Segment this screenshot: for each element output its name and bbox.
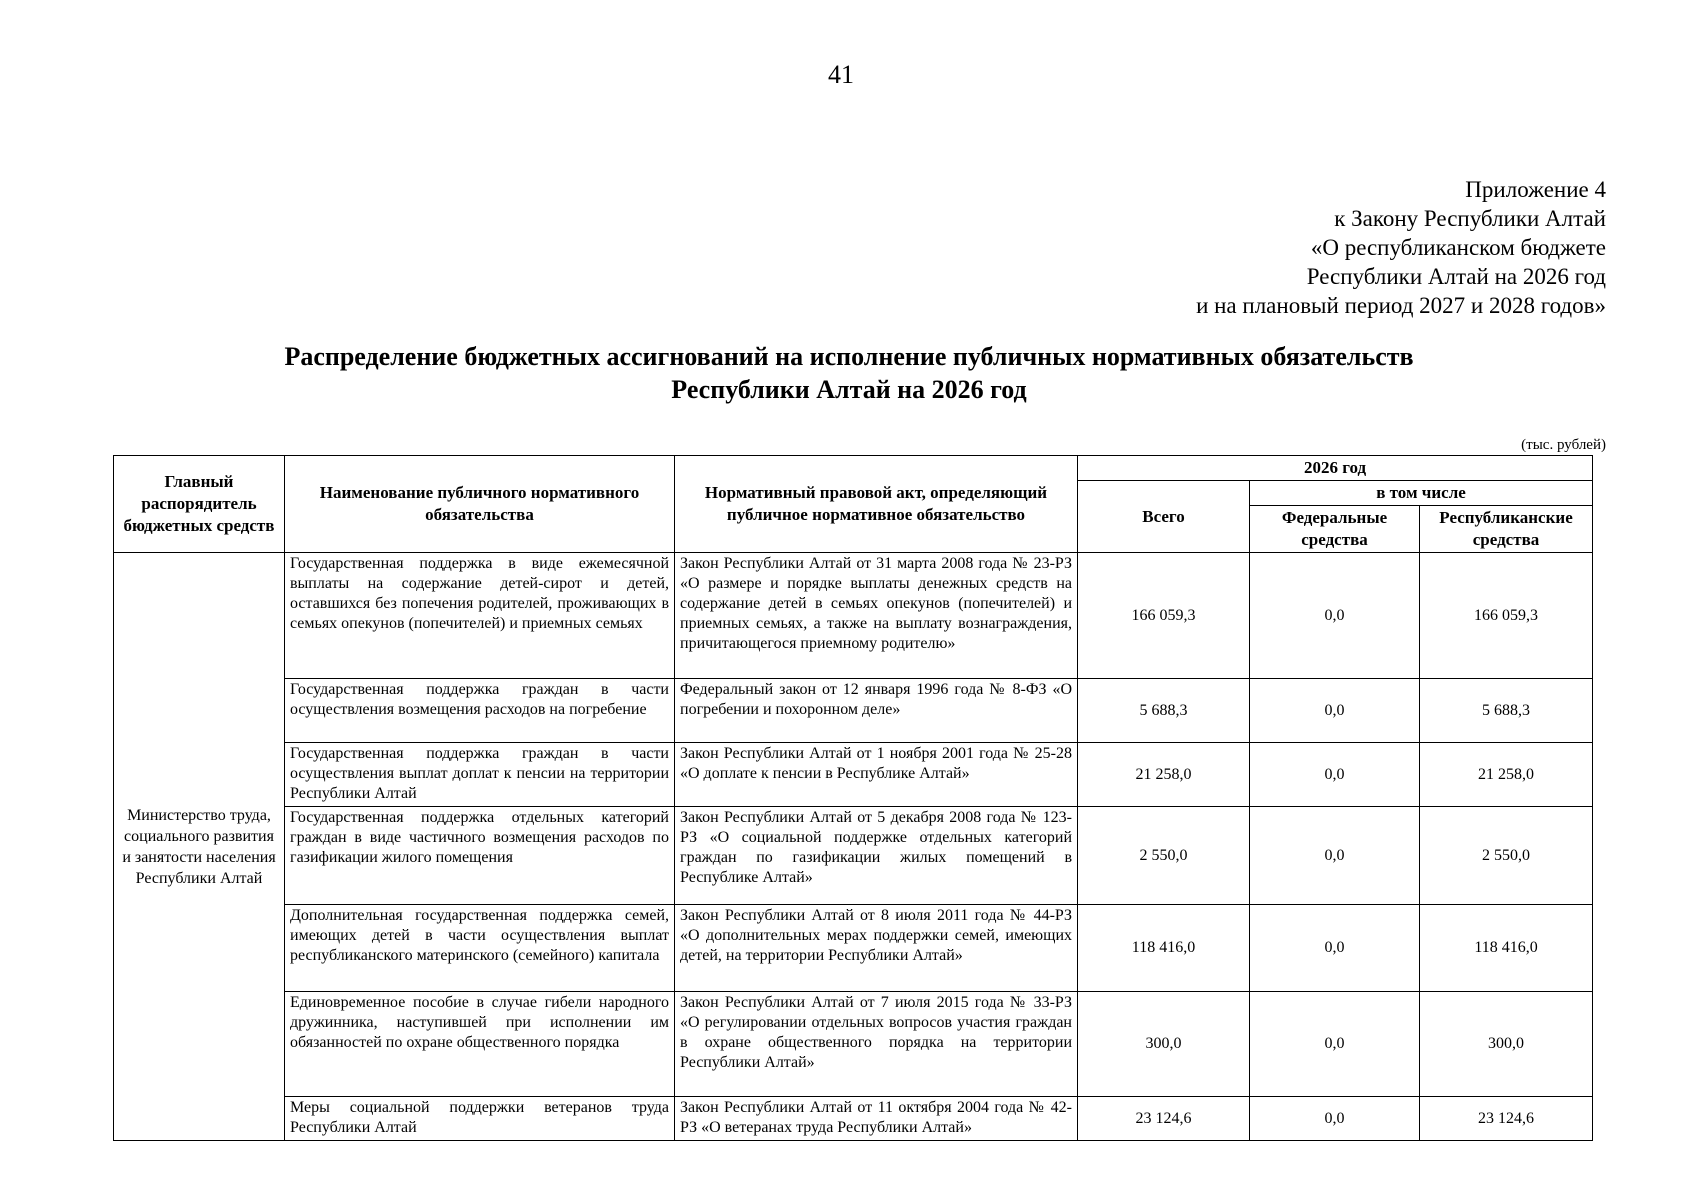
- appendix-line: Приложение 4: [1465, 177, 1606, 202]
- act-cell: Закон Республики Алтай от 11 октября 2004 года № 42-РЗ «О ветеранах труда Республики Алтай»: [675, 1097, 1078, 1141]
- obligation-cell: Меры социальной поддержки ветеранов труда Республики Алтай: [285, 1097, 675, 1141]
- table-row: [114, 807, 1593, 905]
- obligation-cell: Дополнительная государственная поддержка семей, имеющих детей в части осуществления выплат республиканского материнского (семейного) капитала: [285, 905, 675, 992]
- act-cell: Закон Республики Алтай от 1 ноября 2001 года № 25-28 «О доплате к пенсии в Республике Алтай»: [675, 743, 1078, 807]
- appendix-reference: [1196, 175, 1606, 320]
- republic-cell: 300,0: [1420, 992, 1593, 1097]
- federal-cell: 0,0: [1250, 679, 1420, 743]
- page-number: 41: [828, 60, 854, 89]
- header-row: [114, 456, 1593, 481]
- obligation-cell: Государственная поддержка в виде ежемесячной выплаты на содержание детей-сирот и детей, оставшихся без попечения родителей, проживающих в семьях опекунов (попечителей) и приемных семьях: [285, 553, 675, 679]
- republic-cell: 23 124,6: [1420, 1097, 1593, 1141]
- table-row: [114, 992, 1593, 1097]
- header-obligation: Наименование публичного нормативного обязательства: [285, 456, 675, 553]
- org-cell: Министерство труда, социального развития и занятости населения Республики Алтай: [114, 553, 285, 1141]
- header-total: Всего: [1078, 481, 1250, 553]
- republic-cell: 2 550,0: [1420, 807, 1593, 905]
- federal-cell: 0,0: [1250, 905, 1420, 992]
- budget-table: [113, 455, 1593, 1141]
- act-cell: Закон Республики Алтай от 31 марта 2008 года № 23-РЗ «О размере и порядке выплаты денежных средств на содержание детей в семьях опекунов (попечителей) и приемных семьях, а также на выплату вознаграждения, причитающегося приемному родителю»: [675, 553, 1078, 679]
- total-cell: 23 124,6: [1078, 1097, 1250, 1141]
- header-federal: Федеральные средства: [1250, 506, 1420, 553]
- header-act: Нормативный правовой акт, определяющий публичное нормативное обязательство: [675, 456, 1078, 553]
- title-line: Распределение бюджетных ассигнований на исполнение публичных нормативных обязательств: [284, 342, 1414, 371]
- act-cell: Закон Республики Алтай от 5 декабря 2008 года № 123-РЗ «О социальной поддержке отдельных категорий граждан по газификации жилых помещений в Республике Алтай»: [675, 807, 1078, 905]
- header-year: 2026 год: [1078, 456, 1593, 481]
- obligation-cell: Государственная поддержка отдельных категорий граждан в виде частичного возмещения расходов по газификации жилого помещения: [285, 807, 675, 905]
- republic-cell: 166 059,3: [1420, 553, 1593, 679]
- total-cell: 300,0: [1078, 992, 1250, 1097]
- table-row: [114, 679, 1593, 743]
- total-cell: 5 688,3: [1078, 679, 1250, 743]
- federal-cell: 0,0: [1250, 743, 1420, 807]
- obligation-cell: Государственная поддержка граждан в части осуществления выплат доплат к пенсии на территории Республики Алтай: [285, 743, 675, 807]
- appendix-line: и на плановый период 2027 и 2028 годов»: [1196, 293, 1606, 318]
- total-cell: 166 059,3: [1078, 553, 1250, 679]
- federal-cell: 0,0: [1250, 1097, 1420, 1141]
- table-row: [114, 553, 1593, 679]
- table-row: [114, 743, 1593, 807]
- table-row: [114, 905, 1593, 992]
- act-cell: Федеральный закон от 12 января 1996 года № 8-ФЗ «О погребении и похоронном деле»: [675, 679, 1078, 743]
- total-cell: 118 416,0: [1078, 905, 1250, 992]
- obligation-cell: Государственная поддержка граждан в части осуществления возмещения расходов на погребение: [285, 679, 675, 743]
- total-cell: 21 258,0: [1078, 743, 1250, 807]
- document-title: [0, 340, 1698, 406]
- header-org: Главный распорядитель бюджетных средств: [114, 456, 285, 553]
- federal-cell: 0,0: [1250, 992, 1420, 1097]
- title-line: Республики Алтай на 2026 год: [671, 375, 1027, 404]
- obligation-cell: Единовременное пособие в случае гибели народного дружинника, наступившей при исполнении им обязанностей по охране общественного порядка: [285, 992, 675, 1097]
- act-cell: Закон Республики Алтай от 7 июля 2015 года № 33-РЗ «О регулировании отдельных вопросов участия граждан в охране общественного порядка на территории Республики Алтай»: [675, 992, 1078, 1097]
- republic-cell: 5 688,3: [1420, 679, 1593, 743]
- federal-cell: 0,0: [1250, 807, 1420, 905]
- header-including: в том числе: [1250, 481, 1593, 506]
- units-note: (тыс. рублей): [1521, 437, 1606, 453]
- header-republic: Республиканские средства: [1420, 506, 1593, 553]
- federal-cell: 0,0: [1250, 553, 1420, 679]
- republic-cell: 21 258,0: [1420, 743, 1593, 807]
- appendix-line: «О республиканском бюджете: [1310, 235, 1606, 260]
- appendix-line: Республики Алтай на 2026 год: [1306, 264, 1606, 289]
- appendix-line: к Закону Республики Алтай: [1334, 206, 1606, 231]
- republic-cell: 118 416,0: [1420, 905, 1593, 992]
- table-row: [114, 1097, 1593, 1141]
- total-cell: 2 550,0: [1078, 807, 1250, 905]
- act-cell: Закон Республики Алтай от 8 июля 2011 года № 44-РЗ «О дополнительных мерах поддержки семей, имеющих детей, на территории Республики Алтай»: [675, 905, 1078, 992]
